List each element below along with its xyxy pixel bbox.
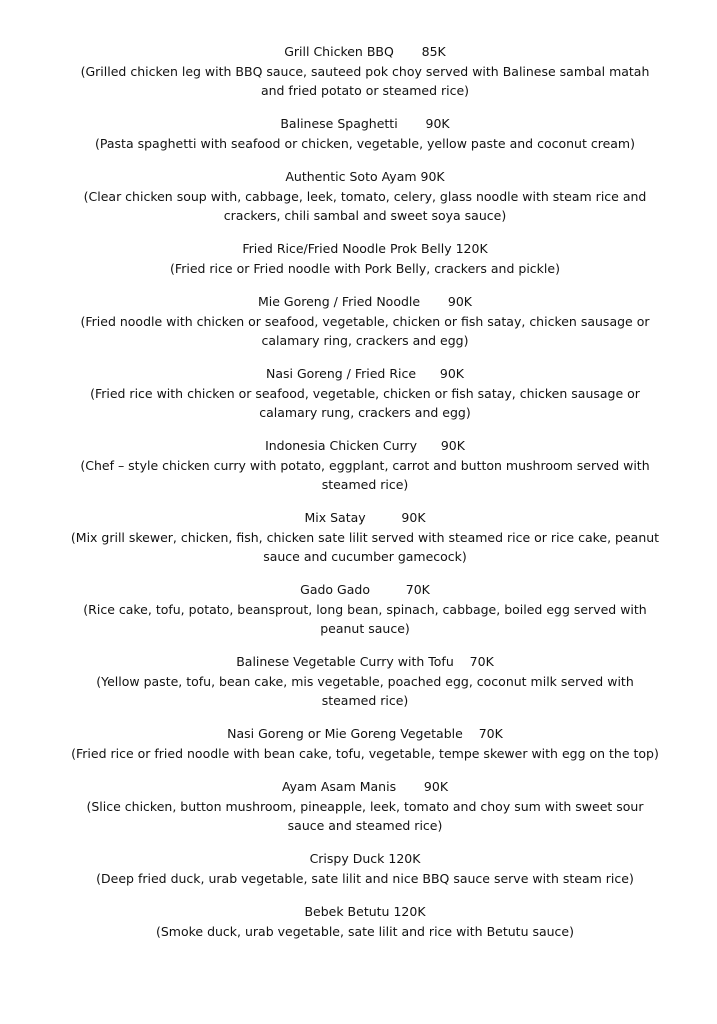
dish-price: 70K bbox=[478, 726, 503, 741]
menu-item bbox=[70, 652, 660, 710]
dish-price: 120K bbox=[455, 241, 488, 256]
name-price-gap bbox=[398, 116, 426, 131]
dish-description: (Fried rice or Fried noodle with Pork Belly, crackers and pickle) bbox=[170, 261, 560, 276]
menu-item-heading bbox=[70, 114, 660, 134]
menu-item-heading bbox=[70, 42, 660, 62]
name-price-gap bbox=[370, 582, 406, 597]
menu-item-heading bbox=[70, 167, 660, 187]
name-price-gap bbox=[454, 654, 470, 669]
name-price-gap bbox=[366, 510, 402, 525]
name-price-gap bbox=[416, 366, 440, 381]
menu-item bbox=[70, 167, 660, 225]
menu-item-heading bbox=[70, 436, 660, 456]
menu-item bbox=[70, 777, 660, 835]
dish-name: Fried Rice/Fried Noodle Prok Belly bbox=[242, 241, 452, 256]
menu-item-heading bbox=[70, 652, 660, 672]
menu-item-heading bbox=[70, 902, 660, 922]
menu-item bbox=[70, 114, 660, 153]
menu-item bbox=[70, 580, 660, 638]
menu-item bbox=[70, 364, 660, 422]
menu-item bbox=[70, 436, 660, 494]
dish-description: (Yellow paste, tofu, bean cake, mis vegetable, poached egg, coconut milk served with steamed rice) bbox=[96, 674, 634, 708]
name-price-gap bbox=[420, 294, 448, 309]
name-price-gap bbox=[463, 726, 479, 741]
menu-item-heading bbox=[70, 364, 660, 384]
dish-name: Bebek Betutu bbox=[304, 904, 390, 919]
dish-name: Ayam Asam Manis bbox=[281, 779, 397, 794]
name-price-gap bbox=[396, 779, 424, 794]
dish-price: 90K bbox=[420, 169, 445, 184]
menu-item bbox=[70, 292, 660, 350]
dish-price: 70K bbox=[405, 582, 430, 597]
menu-item bbox=[70, 849, 660, 888]
dish-description: (Fried rice or fried noodle with bean cake, tofu, vegetable, tempe skewer with egg on the top) bbox=[71, 746, 659, 761]
dish-price: 90K bbox=[447, 294, 472, 309]
menu-item bbox=[70, 42, 660, 100]
dish-price: 90K bbox=[423, 779, 449, 794]
menu-item-heading bbox=[70, 777, 660, 797]
dish-description: (Rice cake, tofu, potato, beansprout, long bean, spinach, cabbage, boiled egg served with peanut sauce) bbox=[83, 602, 647, 636]
dish-name: Crispy Duck bbox=[309, 851, 385, 866]
dish-description: (Fried rice with chicken or seafood, vegetable, chicken or fish satay, chicken sausage or calamary rung, crackers and egg) bbox=[90, 386, 640, 420]
menu-item-heading bbox=[70, 508, 660, 528]
dish-name: Mix Satay bbox=[304, 510, 366, 525]
menu-item bbox=[70, 508, 660, 566]
dish-price: 120K bbox=[388, 851, 421, 866]
dish-price: 90K bbox=[401, 510, 426, 525]
dish-name: Authentic Soto Ayam bbox=[285, 169, 417, 184]
name-price-gap bbox=[394, 44, 422, 59]
dish-name: Indonesia Chicken Curry bbox=[265, 438, 417, 453]
menu-item bbox=[70, 724, 660, 763]
menu-item bbox=[70, 902, 660, 941]
dish-description: (Slice chicken, button mushroom, pineapple, leek, tomato and choy sum with sweet sour sauce and steamed rice) bbox=[86, 799, 644, 833]
menu-item-heading bbox=[70, 580, 660, 600]
dish-name: Nasi Goreng / Fried Rice bbox=[265, 366, 417, 381]
menu-item-heading bbox=[70, 849, 660, 869]
menu-item-heading bbox=[70, 724, 660, 744]
dish-price: 70K bbox=[469, 654, 494, 669]
dish-description: (Deep fried duck, urab vegetable, sate lilit and nice BBQ sauce serve with steam rice) bbox=[96, 871, 634, 886]
dish-price: 90K bbox=[439, 366, 465, 381]
dish-price: 85K bbox=[421, 44, 446, 59]
dish-description: (Smoke duck, urab vegetable, sate lilit and rice with Betutu sauce) bbox=[155, 924, 574, 939]
dish-name: Balinese Spaghetti bbox=[280, 116, 398, 131]
dish-name: Nasi Goreng or Mie Goreng Vegetable bbox=[227, 726, 463, 741]
menu-list bbox=[70, 42, 660, 955]
name-price-gap bbox=[417, 438, 441, 453]
dish-description: (Chef – style chicken curry with potato, eggplant, carrot and button mushroom served with steamed rice) bbox=[80, 458, 650, 492]
dish-price: 120K bbox=[393, 904, 426, 919]
menu-item bbox=[70, 239, 660, 278]
dish-name: Grill Chicken BBQ bbox=[284, 44, 394, 59]
dish-name: Gado Gado bbox=[300, 582, 370, 597]
dish-description: (Grilled chicken leg with BBQ sauce, sauteed pok choy served with Balinese sambal matah and fried potato or steamed rice) bbox=[80, 64, 650, 98]
dish-price: 90K bbox=[440, 438, 465, 453]
dish-name: Mie Goreng / Fried Noodle bbox=[258, 294, 421, 309]
menu-item-heading bbox=[70, 292, 660, 312]
dish-description: (Pasta spaghetti with seafood or chicken, vegetable, yellow paste and coconut cream) bbox=[95, 136, 635, 151]
dish-description: (Clear chicken soup with, cabbage, leek, tomato, celery, glass noodle with steam rice and crackers, chili sambal and sweet soya sauce) bbox=[83, 189, 647, 223]
dish-description: (Mix grill skewer, chicken, fish, chicken sate lilit served with steamed rice or rice cake, peanut sauce and cucumber gamecock) bbox=[70, 530, 660, 564]
dish-description: (Fried noodle with chicken or seafood, vegetable, chicken or fish satay, chicken sausage or calamary ring, crackers and egg) bbox=[80, 314, 650, 348]
dish-price: 90K bbox=[425, 116, 450, 131]
menu-item-heading bbox=[70, 239, 660, 259]
dish-name: Balinese Vegetable Curry with Tofu bbox=[236, 654, 454, 669]
